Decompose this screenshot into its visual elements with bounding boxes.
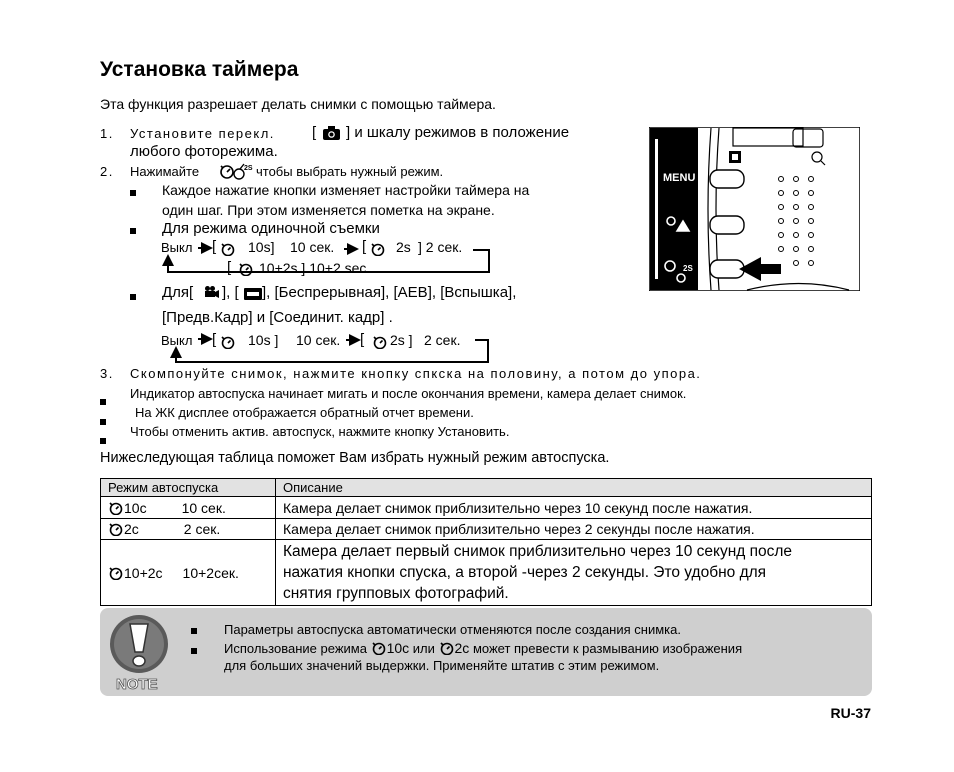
mode-name: 2с — [124, 521, 139, 537]
seq2-10s: 10s ] — [248, 332, 279, 348]
table-header-mode: Режим автоспуска — [101, 479, 276, 497]
note-line-3: для больших значений выдержки. Применяйте штатив с этим режимом. — [224, 658, 660, 673]
step-2-text-a: Нажимайте — [130, 164, 200, 179]
camera-icon — [323, 126, 340, 140]
bullet — [130, 294, 136, 300]
step-3-bullet-2: На ЖК дисплее отображается обратный отчет времени. — [135, 405, 474, 420]
self-timer-icon — [372, 334, 388, 352]
bullet — [191, 628, 197, 634]
bullet — [100, 399, 106, 405]
note-box — [100, 608, 872, 696]
note-line-1: Параметры автоспуска автоматически отменяются после создания снимка. — [224, 622, 681, 637]
table-row — [101, 540, 872, 606]
step-3-bullet-1: Индикатор автоспуска начинает мигать и после окончания времени, камера делает снимок. — [130, 386, 687, 401]
svg-text:2S: 2S — [244, 165, 253, 172]
page-number: RU-37 — [830, 705, 871, 721]
note-mode: 10с — [386, 640, 410, 656]
mode-name: 10+2с — [124, 564, 163, 581]
table-row — [101, 519, 872, 540]
self-timer-icon — [220, 241, 236, 259]
note-text: или — [412, 641, 435, 656]
seq1-off: Выкл — [161, 240, 193, 255]
table-cell-mode — [101, 497, 276, 519]
bullet — [100, 419, 106, 425]
seq2-2s: 2s ] — [390, 332, 413, 348]
step-2-bullet-3-start: Для[ — [162, 284, 194, 301]
self-timer-icon — [220, 334, 236, 352]
page-title: Установка таймера — [100, 58, 299, 81]
step-2-text-b: чтобы выбрать нужный режим. — [256, 164, 444, 179]
bullet — [130, 228, 136, 234]
step-1-text-c: ] и шкалу режимов в положение — [346, 124, 570, 141]
self-timer-icon — [439, 641, 455, 655]
mode-value: 10+2сек. — [182, 564, 239, 581]
seq1-10sek: 10 сек. — [290, 239, 335, 255]
step-2-bullet-2: Для режима одиночной съемки — [162, 220, 380, 237]
bullet — [191, 648, 197, 654]
step-2-bullet-3-line-2: [Предв.Кадр] и [Соединит. кадр] . — [162, 309, 393, 326]
step-2-bullet-3-rest: ], [Беспрерывная], [AEB], [Вспышка], — [262, 284, 517, 301]
two-s-label: 2S — [683, 264, 693, 273]
step-1-text-b: [ — [312, 124, 317, 141]
self-timer-icon — [371, 641, 387, 655]
table-cell-description: Камера делает снимок приблизительно через 10 секунд после нажатия. — [276, 497, 872, 519]
self-timer-icon — [108, 566, 124, 580]
table-header-description: Описание — [276, 479, 872, 497]
description-line: снятия групповых фотографий. — [283, 585, 509, 602]
note-label: NOTE — [116, 676, 158, 693]
note-text: Использование режима — [224, 641, 367, 656]
bullet — [100, 438, 106, 444]
description-line: Камера делает первый снимок приблизительно через 10 секунд после — [283, 543, 793, 560]
seq2-10sek: 10 сек. — [296, 332, 341, 348]
mode-value: 10 сек. — [181, 499, 226, 516]
seq2-bracket: [ — [212, 331, 217, 348]
self-timer-button-icon — [218, 162, 256, 180]
note-mode: 2с — [454, 640, 470, 656]
step-1-number: 1. — [100, 126, 114, 141]
table-cell-mode — [101, 540, 276, 606]
mode-name: 10с — [124, 499, 147, 516]
step-2-bullet-1-line-2: один шаг. При этом изменяется пометка на экране. — [162, 202, 495, 218]
voice-memo-icon — [244, 287, 262, 299]
note-text: может превести к размыванию изображения — [472, 641, 743, 656]
table-row — [101, 497, 872, 519]
step-3-number: 3. — [100, 366, 114, 381]
table-cell-mode — [101, 519, 276, 540]
self-timer-table — [100, 478, 872, 606]
seq1-bracket-2: [ — [362, 238, 367, 255]
step-2-number: 2. — [100, 164, 114, 179]
seq2-2sek: 2 сек. — [424, 332, 461, 348]
menu-label: MENU — [663, 172, 696, 184]
seq1-line-2: 10+2s ] 10+2 sec. — [259, 260, 371, 276]
self-timer-icon — [238, 261, 254, 279]
table-cell-description: Камера делает снимок приблизительно через 2 секунды после нажатия. — [276, 519, 872, 540]
self-timer-icon — [108, 501, 124, 515]
self-timer-icon — [108, 522, 124, 536]
video-camera-icon — [203, 285, 221, 299]
step-2-bullet-1-line-1: Каждое нажатие кнопки изменяет настройки таймера на — [162, 182, 530, 198]
seq1-bracket-3: [ — [227, 259, 232, 276]
step-1-text-a: Установите перекл. — [130, 126, 275, 141]
step-3-bullet-3: Чтобы отменить актив. автоспуск, нажмите кнопку Установить. — [130, 424, 510, 439]
table-header-row — [101, 479, 872, 497]
table-intro: Нижеследующая таблица поможет Вам избрать нужный режим автоспуска. — [100, 450, 610, 466]
bullet — [130, 190, 136, 196]
seq2-off: Выкл — [161, 333, 193, 348]
seq2-bracket-2: [ — [360, 331, 365, 348]
camera-back-illustration — [649, 127, 860, 291]
mode-value: 2 сек. — [183, 521, 221, 537]
intro-text: Эта функция разрешает делать снимки с помощью таймера. — [100, 96, 496, 112]
description-line: нажатия кнопки спуска, а второй -через 2 секунды. Это удобно для — [283, 564, 767, 581]
table-cell-description — [276, 540, 872, 606]
step-1-text-d: любого фоторежима. — [130, 143, 278, 160]
self-timer-icon — [370, 241, 386, 259]
seq1-bracket: [ — [212, 238, 217, 255]
step-2-bullet-3-sep: ], [ — [222, 284, 239, 301]
seq1-10s: 10s] — [248, 239, 275, 255]
note-line-2 — [224, 640, 742, 656]
exclamation-icon — [109, 614, 169, 674]
seq1-2sek: ] 2 сек. — [418, 239, 463, 255]
seq1-2s: 2s — [396, 239, 411, 255]
step-3-text: Скомпонуйте снимок, нажмите кнопку спкска на половину, а потом до упора. — [130, 366, 702, 381]
